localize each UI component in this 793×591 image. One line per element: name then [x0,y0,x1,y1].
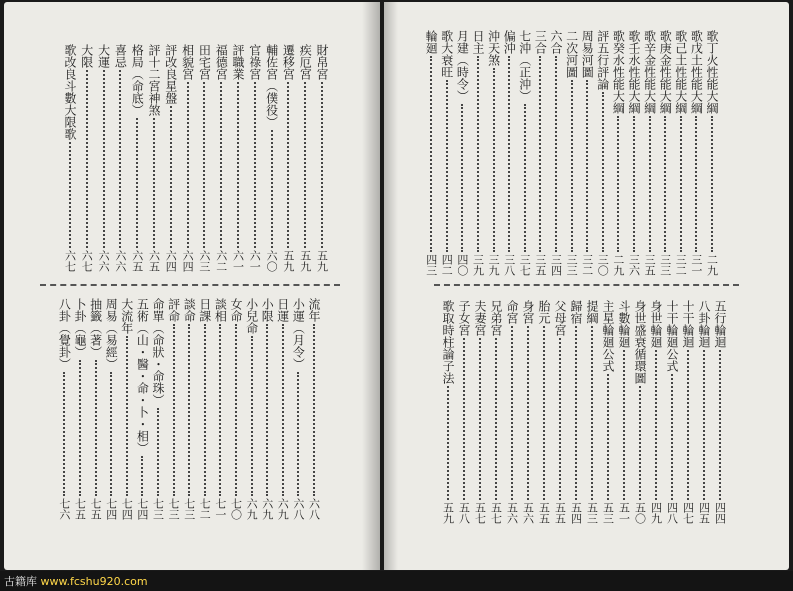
toc-entry-title: 抽籤（著） [88,298,103,358]
toc-entry-title: 歌壬水性能大綱 [627,30,641,114]
dot-leader [493,68,495,252]
dot-leader [664,116,666,252]
toc-entry-page-number: 五六 [505,502,519,524]
toc-entry [532,30,548,276]
toc-entry-page-number: 六七 [63,250,77,272]
toc-entry [166,298,182,520]
toc-entry [564,30,580,276]
toc-entry [486,30,502,276]
toc-entry-title: 夫妻宮 [473,300,487,336]
toc-entry [626,30,642,276]
toc-entry [129,44,145,272]
toc-entry-page-number: 三一 [689,254,703,276]
toc-entry-title: 女命 [229,298,243,322]
toc-entry [180,44,196,272]
toc-entry-page-number: 六八 [291,498,305,520]
toc-entry-page-number: 五四 [569,502,583,524]
dot-leader [711,116,713,252]
toc-entry [657,30,673,276]
toc-entry [264,44,280,272]
toc-entry-page-number: 二九 [611,254,625,276]
dot-leader [633,116,635,252]
site-name: 古籍库 [4,575,37,588]
toc-entry-title: 歌辛金性能大綱 [642,30,657,114]
toc-entry-page-number: 六三 [197,250,211,272]
toc-entry-page-number: 七五 [89,498,103,520]
toc-entry-page-number: 六八 [307,498,321,520]
toc-entry-title: 遷移宮 [281,44,296,80]
toc-entry-title: 五術（山・醫・命・卜・相） [135,298,150,454]
site-url: www.fcshu920.com [40,575,148,588]
toc-entry-page-number: 六九 [276,498,290,520]
dot-leader [287,82,289,248]
toc-entry-title: 兄弟宮 [489,300,503,336]
toc-entry [579,30,595,276]
dot-leader [671,374,673,500]
toc-entry [96,44,112,272]
toc-entry-title: 格局（命底） [130,44,145,116]
toc-entry [247,44,263,272]
toc-entry [439,30,455,276]
toc-entry [673,30,689,276]
dot-leader [297,372,299,496]
toc-entry-page-number: 四二 [440,254,454,276]
toc-entry [103,298,119,520]
toc-entry-page-number: 四七 [681,502,695,524]
toc-entry-page-number: 五九 [315,250,329,272]
toc-entry-page-number: 四五 [697,502,711,524]
toc-entry [72,298,88,520]
toc-entry [244,298,260,520]
toc-entry [517,30,533,276]
dot-leader [136,118,138,248]
dot-leader [508,56,510,252]
toc-entry-title: 歸宿 [569,300,583,324]
toc-entry-page-number: 五〇 [633,502,647,524]
toc-entry-page-number: 三五 [643,254,657,276]
dot-leader [170,106,172,248]
toc-entry [79,44,95,272]
toc-entry-page-number: 七〇 [229,498,243,520]
toc-entry-title: 卜卦（龜） [73,298,87,358]
toc-entry-title: 評十二宮神煞 [147,44,161,116]
toc-entry-title: 喜忌 [113,44,128,68]
dot-leader [86,70,88,248]
toc-entry-page-number: 六六 [97,250,111,272]
dot-leader [575,326,577,500]
dot-leader [187,82,189,248]
dot-leader [463,338,465,500]
toc-entry [297,44,313,272]
dot-leader [69,142,71,248]
dot-leader [623,350,625,500]
toc-entry [56,298,72,520]
toc-entry-page-number: 六四 [164,250,178,272]
toc-entry-page-number: 五一 [617,502,631,524]
dot-leader [63,372,65,496]
toc-entry [197,298,213,520]
toc-entry-title: 沖天煞 [486,30,501,66]
toc-entry-title: 周易河圖 [580,30,595,78]
toc-entry-page-number: 七三 [182,498,196,520]
right-gutter-shadow [384,2,398,570]
left-gutter-shadow [362,2,380,570]
dot-leader [571,80,573,252]
dot-leader [219,324,221,496]
toc-entry-page-number: 七三 [151,498,165,520]
toc-entry-page-number: 四三 [424,254,438,276]
toc-entry [584,300,600,524]
toc-entry [648,300,664,524]
toc-entry [213,44,229,272]
toc-entry-page-number: 四九 [649,502,663,524]
toc-entry-page-number: 五七 [489,502,503,524]
toc-entry-title: 身宮 [521,300,535,324]
dot-leader [695,116,697,252]
dot-leader [173,324,175,496]
toc-entry-page-number: 六一 [231,250,245,272]
toc-entry-page-number: 四〇 [455,254,469,276]
toc-entry-title: 十干輪廻公式 [665,300,679,372]
toc-entry [501,30,517,276]
toc-entry [134,298,150,520]
toc-entry [595,30,611,276]
toc-entry-title: 福德宮 [214,44,229,80]
toc-entry-title: 官祿宮 [247,44,262,80]
toc-entry [616,300,632,524]
toc-entry-title: 命宮 [505,300,519,324]
dot-leader [157,408,159,496]
dot-leader [204,324,206,496]
toc-entry [548,30,564,276]
toc-entry-title: 歌取時柱論子法 [441,300,455,384]
toc-entry [275,298,291,520]
dot-leader [495,338,497,500]
toc-entry-page-number: 六四 [181,250,195,272]
dot-leader [79,360,81,496]
dot-leader [430,56,432,252]
toc-entry-page-number: 六六 [113,250,127,272]
toc-entry-page-number: 七一 [213,498,227,520]
left-divider [40,284,340,286]
toc-entry-title: 七沖（正沖） [517,30,532,102]
dot-leader [103,70,105,248]
dot-leader [680,116,682,252]
toc-entry-title: 日運 [275,298,290,322]
dot-leader [524,104,526,252]
toc-entry-title: 日主 [471,30,485,54]
toc-entry [112,44,128,272]
toc-entry [696,300,712,524]
dot-leader [527,326,529,500]
dot-leader [543,326,545,500]
dot-leader [188,324,190,496]
toc-entry [472,300,488,524]
toc-entry-page-number: 五六 [521,502,535,524]
toc-entry [150,298,166,520]
toc-entry-title: 八卦輪迴 [697,300,711,348]
toc-entry-title: 父母宮 [553,300,567,336]
toc-entry-title: 歌改良斗數大限歌 [63,44,77,140]
toc-entry [704,30,720,276]
dot-leader [321,82,323,248]
toc-entry-title: 小限 [260,298,275,322]
toc-entry-page-number: 六〇 [265,250,279,272]
toc-entry-title: 日課 [197,298,212,322]
toc-entry [536,300,552,524]
toc-entry-page-number: 五九 [441,502,455,524]
toc-entry-title: 子女宮 [457,300,471,336]
toc-entry-page-number: 三三 [565,254,579,276]
dot-leader [607,374,609,500]
dot-leader [110,372,112,496]
dot-leader [461,104,463,252]
dot-leader [602,92,604,252]
watermark-bar [0,571,793,591]
toc-entry-title: 相貌宮 [180,44,195,80]
toc-entry [230,44,246,272]
dot-leader [282,324,284,496]
toc-entry-title: 身世輪廻 [649,300,663,348]
toc-entry [423,30,439,276]
dot-leader [446,80,448,252]
toc-entry-page-number: 三二 [580,254,594,276]
toc-entry-page-number: 七六 [57,498,71,520]
toc-entry [520,300,536,524]
toc-entry-title: 三合 [533,30,548,54]
toc-entry-page-number: 三四 [549,254,563,276]
toc-entry [146,44,162,272]
toc-entry-title: 歌癸水性能大綱 [611,30,626,114]
dot-leader [479,338,481,500]
toc-entry-page-number: 七五 [73,498,87,520]
toc-entry [552,300,568,524]
toc-entry-title: 歌己土性能大綱 [673,30,688,114]
toc-entry-page-number: 六七 [80,250,94,272]
toc-entry [456,300,472,524]
toc-entry-page-number: 六五 [130,250,144,272]
dot-leader [511,326,513,500]
dot-leader [119,70,121,248]
toc-entry [119,298,135,520]
dot-leader [555,56,557,252]
dot-leader [703,350,705,500]
toc-entry [280,44,296,272]
toc-entry-page-number: 三二 [674,254,688,276]
toc-entry [600,300,616,524]
toc-entry-page-number: 五八 [457,502,471,524]
toc-entry [504,300,520,524]
toc-entry-page-number: 三九 [487,254,501,276]
toc-entry [314,44,330,272]
toc-entry-page-number: 三七 [518,254,532,276]
toc-entry-title: 流年 [307,298,321,322]
toc-entry-title: 五行輪迴 [713,300,727,348]
toc-entry-title: 大流年 [119,298,134,334]
toc-entry-page-number: 七三 [167,498,181,520]
toc-entry [488,300,504,524]
toc-entry-title: 談命 [182,298,197,322]
toc-entry-page-number: 二九 [705,254,719,276]
toc-entry-page-number: 五五 [537,502,551,524]
toc-entry-title: 小運（月令） [291,298,306,370]
toc-entry [259,298,275,520]
toc-entry-title: 周易（易經） [104,298,119,370]
toc-entry-page-number: 七二 [198,498,212,520]
dot-leader [237,82,239,248]
dot-leader [687,350,689,500]
toc-entry-page-number: 五三 [585,502,599,524]
toc-entry-title: 六合 [549,30,563,54]
toc-entry-title: 小兒命 [244,298,259,334]
toc-entry-title: 歌丁火性能大綱 [705,30,719,114]
toc-entry [470,30,486,276]
dot-leader [95,360,97,496]
toc-entry-title: 評改良星盤 [163,44,178,104]
right-divider [434,284,739,286]
toc-entry-title: 斗數輪廻 [617,300,631,348]
toc-entry [62,44,78,272]
toc-entry [228,298,244,520]
toc-entry-page-number: 六九 [260,498,274,520]
dot-leader [266,324,268,496]
toc-entry-title: 胎元 [537,300,551,324]
dot-leader [235,324,237,496]
toc-entry [88,298,104,520]
toc-entry-page-number: 六九 [245,498,259,520]
toc-entry-page-number: 三八 [502,254,516,276]
toc-entry-page-number: 三九 [471,254,485,276]
toc-entry [454,30,470,276]
toc-entry [664,300,680,524]
toc-entry-title: 評命 [166,298,181,322]
toc-entry [610,30,626,276]
dot-leader [649,116,651,252]
dot-leader [559,338,561,500]
toc-entry-title: 輔佐宮（僕役） [264,44,279,128]
toc-entry-page-number: 六五 [147,250,161,272]
dot-leader [304,82,306,248]
toc-entry-title: 偏沖 [502,30,517,54]
dot-leader [203,82,205,248]
toc-entry-title: 十干輪迴 [681,300,695,348]
toc-entry-page-number: 六二 [214,250,228,272]
dot-leader [313,324,315,496]
toc-entry-title: 輪廻 [424,30,439,54]
toc-entry-title: 提綱 [585,300,599,324]
toc-entry-page-number: 五九 [281,250,295,272]
toc-entry [212,298,228,520]
toc-entry [163,44,179,272]
toc-entry-page-number: 七四 [135,498,149,520]
toc-entry [196,44,212,272]
toc-entry-title: 評職業 [231,44,245,80]
toc-entry [181,298,197,520]
toc-entry-page-number: 三三 [658,254,672,276]
toc-entry-page-number: 七四 [120,498,134,520]
dot-leader [153,118,155,248]
dot-leader [586,80,588,252]
toc-entry [632,300,648,524]
dot-leader [126,336,128,496]
toc-entry-title: 評五行評論 [595,30,610,90]
toc-entry-title: 二次河圖 [564,30,579,78]
dot-leader [477,56,479,252]
toc-entry-title: 歌大衰旺 [439,30,454,78]
dot-leader [591,326,593,500]
toc-entry-title: 談相 [213,298,228,322]
toc-entry-title: 大限 [79,44,94,68]
right-page [384,2,789,570]
toc-entry [712,300,728,524]
toc-entry-page-number: 四四 [713,502,727,524]
toc-entry-title: 八卦（覺卦） [57,298,72,370]
dot-leader [617,116,619,252]
toc-entry-title: 命單（命狀・命珠） [151,298,165,406]
toc-entry [440,300,456,524]
toc-entry-title: 田宅宮 [197,44,212,80]
toc-entry [680,300,696,524]
dot-leader [254,82,256,248]
dot-leader [271,130,273,248]
dot-leader [251,336,253,496]
toc-entry-page-number: 三六 [627,254,641,276]
left-page [4,2,380,570]
toc-entry-page-number: 五五 [553,502,567,524]
toc-entry-title: 身世盛衰循環圖 [633,300,647,384]
dot-leader [447,386,449,500]
toc-entry-page-number: 三〇 [596,254,610,276]
toc-entry-page-number: 七四 [104,498,118,520]
dot-leader [141,456,143,496]
toc-entry-page-number: 三五 [533,254,547,276]
toc-entry-title: 歌戊土性能大綱 [689,30,704,114]
toc-entry-title: 大運 [96,44,111,68]
toc-entry-page-number: 四八 [665,502,679,524]
dot-leader [220,82,222,248]
toc-entry-page-number: 六一 [248,250,262,272]
toc-entry-page-number: 五三 [601,502,615,524]
dot-leader [539,56,541,252]
site-watermark [4,573,148,589]
toc-entry-title: 月建（時令） [455,30,470,102]
toc-entry-title: 歌庚金性能大綱 [658,30,673,114]
toc-entry-page-number: 五七 [473,502,487,524]
toc-entry [568,300,584,524]
toc-entry [688,30,704,276]
dot-leader [655,350,657,500]
toc-entry-title: 疾厄宮 [298,44,313,80]
toc-entry [306,298,322,520]
toc-entry-title: 財帛宮 [315,44,329,80]
toc-entry-title: 主星輪廻公式 [601,300,615,372]
dot-leader [719,350,721,500]
toc-entry [642,30,658,276]
toc-entry [290,298,306,520]
toc-entry-page-number: 五九 [298,250,312,272]
dot-leader [639,386,641,500]
